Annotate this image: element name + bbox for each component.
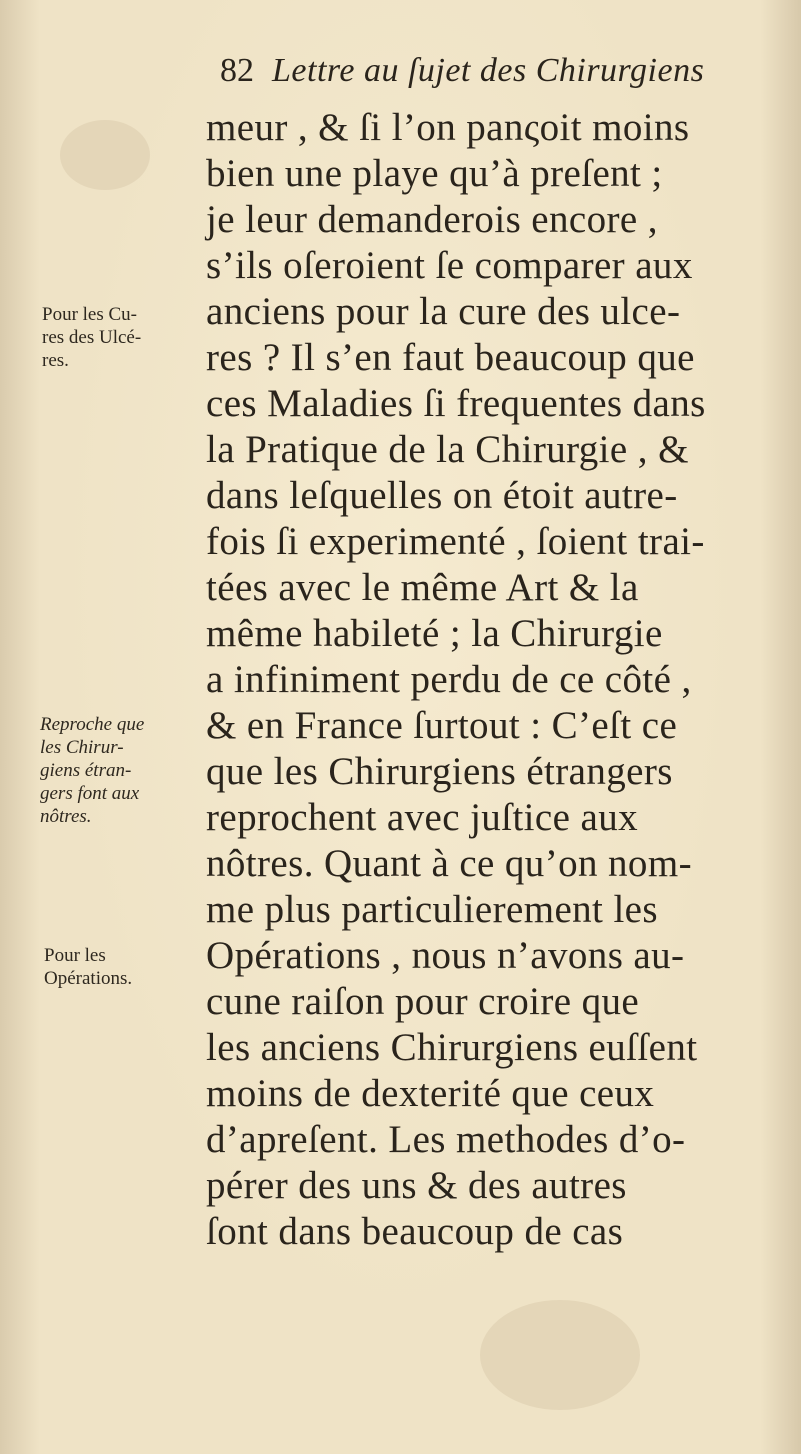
margin-note-line: Pour les Cu- xyxy=(42,304,137,325)
text-line: & en France ſurtout : C’eſt ce xyxy=(206,704,678,747)
text-line: pérer des uns & des autres xyxy=(206,1164,627,1207)
text-line: tées avec le même Art & la xyxy=(206,566,639,609)
text-line: me plus particulierement les xyxy=(206,888,658,931)
margin-note-line: les Chirur- xyxy=(40,737,124,758)
running-head xyxy=(190,52,750,98)
text-line: même habileté ; la Chirurgie xyxy=(206,612,663,655)
text-line: moins de dexterité que ceux xyxy=(206,1072,655,1115)
text-line: la Pratique de la Chirurgie , & xyxy=(206,428,689,471)
text-line: res ? Il s’en faut beaucoup que xyxy=(206,336,695,379)
text-line: a infiniment perdu de ce côté , xyxy=(206,658,692,701)
text-line: dans leſquelles on étoit autre- xyxy=(206,474,678,517)
text-line: s’ils oſeroient ſe comparer aux xyxy=(206,244,693,287)
margin-note-line: res. xyxy=(42,350,69,371)
margin-note-cures-ulceres xyxy=(42,303,141,372)
text-line: ſont dans beaucoup de cas xyxy=(206,1210,624,1253)
margin-note-line: Reproche que xyxy=(40,714,145,735)
paper-stain xyxy=(480,1300,640,1410)
margin-note-line: Opérations. xyxy=(44,968,133,989)
text-line: cune raiſon pour croire que xyxy=(206,980,640,1023)
margin-note-line: res des Ulcé- xyxy=(42,327,142,348)
paper-stain xyxy=(60,120,150,190)
running-head-title: Lettre au ſujet des Chirurgiens xyxy=(272,52,705,89)
text-line: d’apreſent. Les methodes d’o- xyxy=(206,1118,686,1161)
text-line: les anciens Chirurgiens euſſent xyxy=(206,1026,698,1069)
margin-note-reproche xyxy=(40,713,144,828)
margin-note-operations xyxy=(44,944,132,990)
text-line: ces Maladies ſi frequentes dans xyxy=(206,382,706,425)
margin-note-line: giens étran- xyxy=(40,760,132,781)
text-line: je leur demanderois encore , xyxy=(206,198,658,241)
text-line: fois ſi experimenté , ſoient trai- xyxy=(206,520,705,563)
margin-note-line: nôtres. xyxy=(40,806,92,827)
margin-note-line: Pour les xyxy=(44,945,106,966)
text-line: que les Chirurgiens étrangers xyxy=(206,750,673,793)
text-line: Opérations , nous n’avons au- xyxy=(206,934,685,977)
text-line: anciens pour la cure des ulce- xyxy=(206,290,681,333)
text-line: nôtres. Quant à ce qu’on nom- xyxy=(206,842,692,885)
margin-note-line: gers font aux xyxy=(40,783,140,804)
text-line: bien une playe qu’à preſent ; xyxy=(206,152,663,195)
page-number: 82 xyxy=(220,52,254,89)
text-line: reprochent avec juſtice aux xyxy=(206,796,638,839)
text-line: meur , & ſi l’on panςoit moins xyxy=(206,106,690,149)
